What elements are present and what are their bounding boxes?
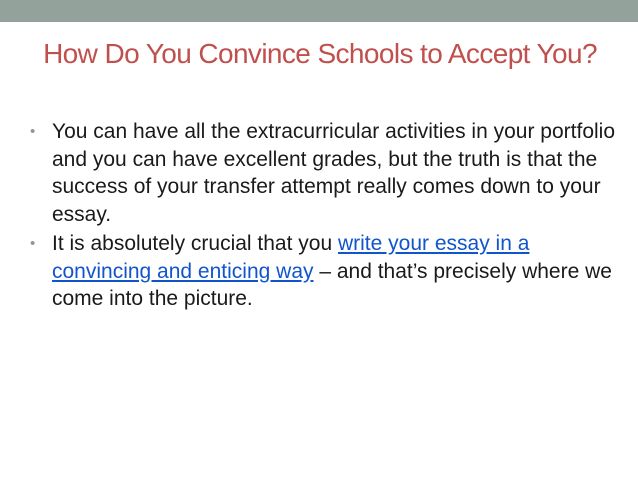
bullet-text: You can have all the extracurricular activities in your portfolio and you can have excellent grades, but the truth is that the success of your transfer attempt really comes down to your essay. [52, 120, 616, 226]
bullet-text-before-link: It is absolutely crucial that you [52, 232, 338, 255]
bullet-item-2 [30, 230, 620, 313]
bullet-list [30, 118, 620, 315]
essay-writing-link[interactable]: write your essay in a convincing and enticing way [52, 232, 530, 283]
bullet-dot-icon: • [30, 123, 36, 140]
bullet-dot-icon: • [30, 235, 36, 252]
bullet-item-1 [30, 118, 620, 228]
bullet-text-after-link: – and that’s precisely where we come into the picture. [52, 259, 612, 310]
top-accent-bar [0, 0, 638, 22]
slide-title: How Do You Convince Schools to Accept You? [43, 38, 597, 69]
